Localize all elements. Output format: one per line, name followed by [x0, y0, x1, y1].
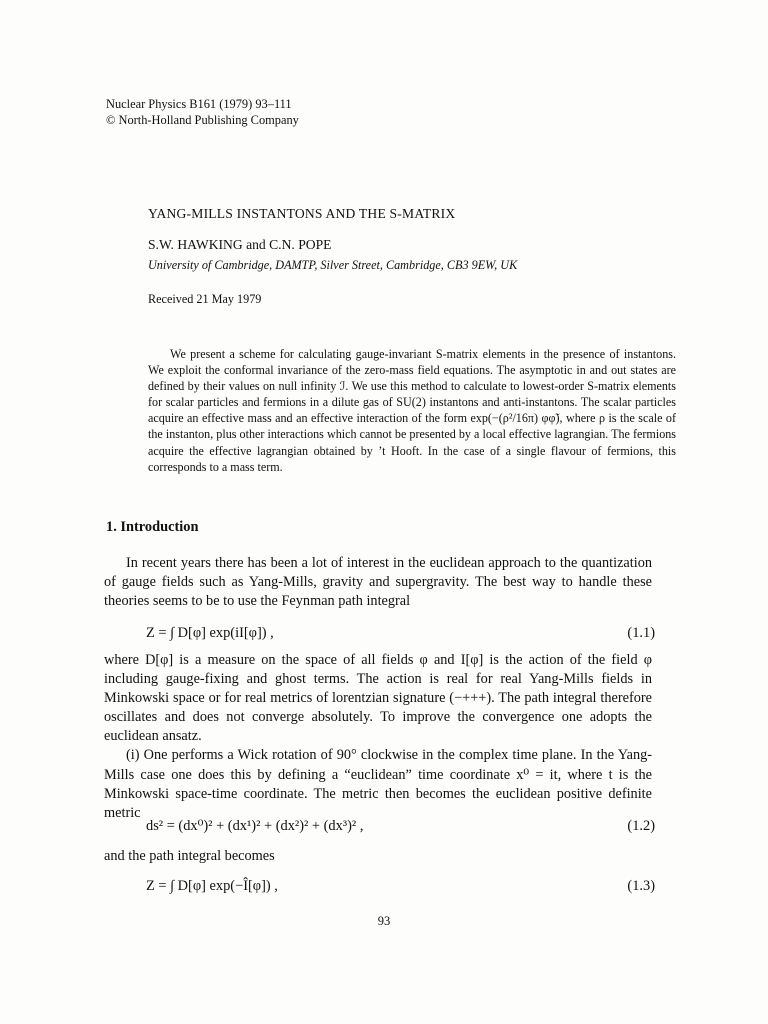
equation-number: (1.2): [627, 818, 655, 834]
equation-1-2: [0, 818, 768, 840]
section-heading: 1. Introduction: [106, 519, 199, 535]
equation-text: Z = ∫ D[φ] exp(iI[φ]) ,: [146, 625, 274, 641]
abstract: [148, 346, 676, 475]
abstract-text: We present a scheme for calculating gauge-invariant S-matrix elements in the presence of instantons. We exploit the conformal invariance of the zero-mass field equations. The asymptotic in and out states are defined by their values on null infinity ℐ. We use this method to calculate to lowest-order S-matrix elements for scalar particles and fermions in a dilute gas of SU(2) instantons and anti-instantons. The scalar particles acquire an effective mass and an effective interaction of the form exp(−(ρ²/16π) φφ̃), where ρ is the scale of the instanton, plus other interactions which cannot be presented by a local effective lagrangian. The fermions acquire the effective lagrangian obtained by ’t Hooft. In the case of a single flavour of fermions, this corresponds to a mass term.: [148, 347, 676, 474]
author-affiliation: University of Cambridge, DAMTP, Silver Street, Cambridge, CB3 9EW, UK: [148, 258, 518, 272]
paragraph-text: In recent years there has been a lot of interest in the euclidean approach to the quantization of gauge fields such as Yang-Mills, gravity and supergravity. The best way to handle these theories seems to be to use the Feynman path integral: [104, 555, 652, 610]
paragraph-text: (i) One performs a Wick rotation of 90° clockwise in the complex time plane. In the Yang-Mills case one does this by defining a “euclidean” time coordinate x⁰ = it, where t is the Minkowski space-time coordinate. The metric then becomes the euclidean positive definite metric: [104, 747, 652, 821]
equation-text: ds² = (dx⁰)² + (dx¹)² + (dx²)² + (dx³)² ,: [146, 818, 364, 834]
body-paragraph-2: [104, 651, 652, 823]
body-paragraph-1: [104, 554, 652, 611]
equation-number: (1.3): [627, 878, 655, 894]
journal-citation: Nuclear Physics B161 (1979) 93–111: [106, 97, 292, 111]
received-date: Received 21 May 1979: [148, 292, 262, 306]
article-authors: S.W. HAWKING and C.N. POPE: [148, 237, 332, 252]
page-number: 93: [377, 914, 391, 928]
body-paragraph-4: [104, 847, 652, 866]
publisher-line: © North-Holland Publishing Company: [106, 112, 299, 127]
paragraph-text: and the path integral becomes: [104, 848, 275, 864]
equation-number: (1.1): [627, 625, 655, 641]
equation-1-1: [0, 625, 768, 647]
paragraph-text: where D[φ] is a measure on the space of all fields φ and I[φ] is the action of the field φ including gauge-fixing and ghost terms. The action is real for real Yang-Mills fields in Minkowski space or for real metrics of lorentzian signature (−+++). The path integral therefore oscillates and does not converge absolutely. To improve the convergence one adopts the euclidean ansatz.: [104, 652, 652, 745]
equation-text: Z = ∫ D[φ] exp(−Î[φ]) ,: [146, 878, 278, 894]
equation-1-3: [0, 878, 768, 900]
journal-header: [106, 97, 299, 128]
article-title: YANG-MILLS INSTANTONS AND THE S-MATRIX: [148, 206, 456, 221]
